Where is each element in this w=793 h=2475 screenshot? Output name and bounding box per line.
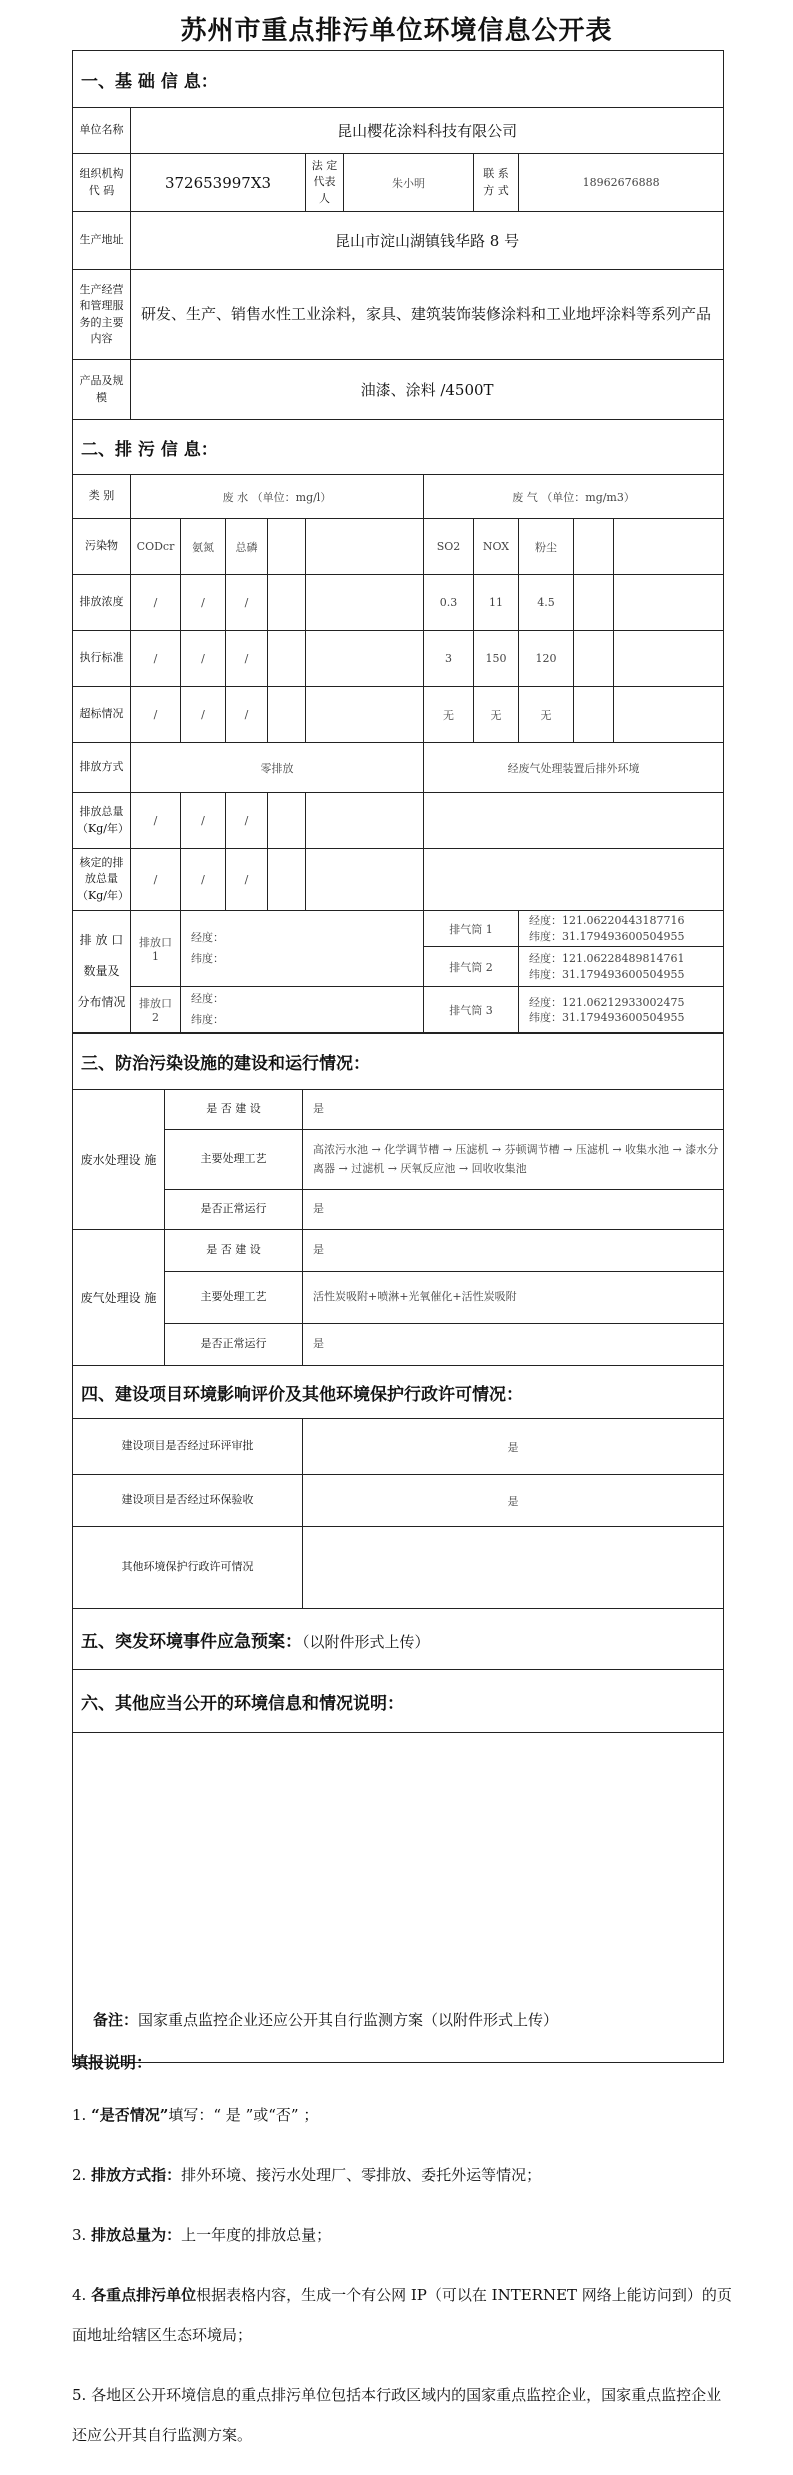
section-4-header: 四、建设项目环境影响评价及其他环境保护行政许可情况： bbox=[73, 1366, 724, 1419]
table-row bbox=[73, 575, 724, 631]
cell bbox=[268, 687, 306, 743]
stack-1-name: 排气筒 1 bbox=[424, 911, 519, 947]
cell bbox=[574, 631, 614, 687]
cell bbox=[306, 631, 424, 687]
outlet-label: 排 放 口 数量及 分布情况 bbox=[73, 911, 131, 1034]
cell: / bbox=[226, 631, 268, 687]
row-label: 排放浓度 bbox=[73, 575, 131, 631]
facilities-table bbox=[72, 1032, 724, 2063]
note-bold: 排放方式指： bbox=[91, 2166, 182, 2184]
unit-name-label: 单位名称 bbox=[73, 108, 131, 154]
outlet-1-coords bbox=[181, 911, 424, 987]
pollutant-blank bbox=[306, 519, 424, 575]
section-1-header: 一、基 础 信 息： bbox=[73, 51, 724, 108]
cell bbox=[574, 687, 614, 743]
section-5-header: 五、突发环境事件应急预案： bbox=[81, 1631, 302, 1652]
outlet-1-lat: 纬度： bbox=[191, 951, 224, 965]
eia-value: 是 bbox=[303, 1419, 724, 1475]
cell: / bbox=[181, 687, 226, 743]
outlet-2-coords bbox=[181, 987, 424, 1034]
cell: / bbox=[131, 687, 181, 743]
row-label: 执行标准 bbox=[73, 631, 131, 687]
cell bbox=[614, 687, 724, 743]
legal-rep-label: 法 定 代表人 bbox=[306, 154, 344, 212]
stack-2-name: 排气筒 2 bbox=[424, 947, 519, 987]
note-num: 2. bbox=[72, 2166, 87, 2184]
gas-process-label: 主要处理工艺 bbox=[165, 1272, 303, 1324]
address-value: 昆山市淀山湖镇钱华路 8 号 bbox=[131, 212, 724, 270]
section-6-header: 六、其他应当公开的环境信息和情况说明： bbox=[73, 1670, 724, 1733]
cell: / bbox=[131, 849, 181, 911]
note-bold: 排放总量为： bbox=[91, 2226, 182, 2244]
cell: / bbox=[226, 575, 268, 631]
acceptance-label: 建设项目是否经过环保验收 bbox=[73, 1475, 303, 1527]
unit-name-value: 昆山樱花涂料科技有限公司 bbox=[131, 108, 724, 154]
stack-2-lon: 经度：121.06228489814761 bbox=[529, 952, 685, 966]
outlet-2-name: 排放口 2 bbox=[131, 987, 181, 1034]
note-num: 5. bbox=[72, 2386, 87, 2404]
acceptance-value: 是 bbox=[303, 1475, 724, 1527]
cell bbox=[268, 793, 306, 849]
other-permit-value bbox=[303, 1527, 724, 1609]
note-text: 根据表格内容，生成一个有公网 IP（可以在 INTERNET 网络上能访问到）的页面地址给辖区生态环境局； bbox=[72, 2286, 732, 2344]
water-facility-label: 废水处理设 施 bbox=[73, 1090, 165, 1230]
outlet-2-lat: 纬度： bbox=[191, 1012, 224, 1026]
water-process-value: 高浓污水池 → 化学调节槽 → 压滤机 → 芬顿调节槽 → 压滤机 → 收集水池 → 漆水分离器 → 过滤机 → 厌氧反应池 → 回收收集池 bbox=[303, 1130, 724, 1190]
outlet-1-lon: 经度： bbox=[191, 930, 224, 944]
note-item bbox=[72, 2215, 732, 2255]
cell bbox=[306, 793, 424, 849]
water-process-label: 主要处理工艺 bbox=[165, 1130, 303, 1190]
stack-3-coords bbox=[519, 987, 724, 1034]
cell: / bbox=[226, 849, 268, 911]
business-value: 研发、生产、销售水性工业涂料，家具、建筑装饰装修涂料和工业地坪涂料等系列产品 bbox=[131, 270, 724, 360]
note-item bbox=[72, 2375, 732, 2455]
method-gas: 经废气处理装置后排外环境 bbox=[424, 743, 724, 793]
gas-built-label: 是 否 建 设 bbox=[165, 1230, 303, 1272]
legal-rep-value: 朱小明 bbox=[344, 154, 474, 212]
table-row bbox=[73, 687, 724, 743]
note-item bbox=[72, 2155, 732, 2195]
pollutant-phosphorus: 总磷 bbox=[226, 519, 268, 575]
other-permit-label: 其他环境保护行政许可情况 bbox=[73, 1527, 303, 1609]
cell: 11 bbox=[474, 575, 519, 631]
cell bbox=[614, 631, 724, 687]
cell: 0.3 bbox=[424, 575, 474, 631]
gas-facility-label: 废气处理设 施 bbox=[73, 1230, 165, 1366]
note-text: 填写：“ 是 ”或“否” ； bbox=[168, 2106, 319, 2124]
wastegas-label: 废 气 （单位：mg/m3） bbox=[424, 475, 724, 519]
note-text: 各地区公开环境信息的重点排污单位包括本行政区域内的国家重点监控企业，国家重点监控企业还应公开其自行监测方案。 bbox=[72, 2386, 722, 2444]
stack-1-coords bbox=[519, 911, 724, 947]
product-label: 产品及规模 bbox=[73, 360, 131, 420]
stack-3-name: 排气筒 3 bbox=[424, 987, 519, 1034]
approved-total-label: 核定的排放总量（Kg/年） bbox=[73, 849, 131, 911]
note-item bbox=[72, 2275, 732, 2355]
total-label: 排放总量（Kg/年） bbox=[73, 793, 131, 849]
remark-text: 国家重点监控企业还应公开其自行监测方案（以附件形式上传） bbox=[138, 2011, 559, 2029]
contact-value: 18962676888 bbox=[519, 154, 724, 212]
org-code-label: 组织机构代 码 bbox=[73, 154, 131, 212]
note-text: 上一年度的排放总量； bbox=[181, 2226, 332, 2244]
org-code-value: 372653997X3 bbox=[131, 154, 306, 212]
product-value: 油漆、涂料 /4500T bbox=[131, 360, 724, 420]
address-label: 生产地址 bbox=[73, 212, 131, 270]
cell: / bbox=[131, 575, 181, 631]
notes-header: 填报说明： bbox=[72, 2053, 153, 2072]
cell: 无 bbox=[474, 687, 519, 743]
note-bold: 各重点排污单位 bbox=[91, 2286, 197, 2304]
section-5-row bbox=[73, 1609, 724, 1670]
stack-3-lat: 纬度：31.179493600504955 bbox=[529, 1010, 685, 1024]
method-label: 排放方式 bbox=[73, 743, 131, 793]
gas-process-value: 活性炭吸附+喷淋+光氧催化+活性炭吸附 bbox=[303, 1272, 724, 1324]
pollutant-row bbox=[73, 519, 724, 575]
remark-label: 备注： bbox=[93, 2011, 139, 2029]
section-2-header: 二、排 污 信 息： bbox=[73, 420, 724, 475]
note-num: 4. bbox=[72, 2286, 87, 2304]
category-label: 类 别 bbox=[73, 475, 131, 519]
section-5-note: （以附件形式上传） bbox=[302, 1632, 430, 1651]
pollutant-blank bbox=[268, 519, 306, 575]
pollutant-blank bbox=[614, 519, 724, 575]
cell: / bbox=[181, 575, 226, 631]
note-num: 1. bbox=[72, 2106, 87, 2124]
cell: / bbox=[181, 793, 226, 849]
note-text: 排外环境、接污水处理厂、零排放、委托外运等情况； bbox=[181, 2166, 542, 2184]
page-title: 苏州市重点排污单位环境信息公开表 bbox=[180, 16, 613, 46]
cell bbox=[424, 793, 724, 849]
cell: 4.5 bbox=[519, 575, 574, 631]
cell: / bbox=[181, 631, 226, 687]
table-row bbox=[73, 631, 724, 687]
pollutant-blank bbox=[574, 519, 614, 575]
stack-1-lon: 经度：121.06220443187716 bbox=[529, 914, 685, 928]
cell: / bbox=[181, 849, 226, 911]
cell: 无 bbox=[519, 687, 574, 743]
cell: / bbox=[131, 631, 181, 687]
cell: 3 bbox=[424, 631, 474, 687]
cell bbox=[268, 849, 306, 911]
cell bbox=[306, 687, 424, 743]
pollutant-codcr: CODcr bbox=[131, 519, 181, 575]
cell bbox=[306, 849, 424, 911]
stack-1-lat: 纬度：31.179493600504955 bbox=[529, 929, 685, 943]
pollutant-nox: NOX bbox=[474, 519, 519, 575]
cell: 150 bbox=[474, 631, 519, 687]
contact-label: 联 系 方 式 bbox=[474, 154, 519, 212]
cell bbox=[268, 631, 306, 687]
row-label: 超标情况 bbox=[73, 687, 131, 743]
cell bbox=[424, 849, 724, 911]
note-bold: “是否情况” bbox=[91, 2106, 169, 2124]
water-built-value: 是 bbox=[303, 1090, 724, 1130]
note-num: 3. bbox=[72, 2226, 87, 2244]
pollutant-dust: 粉尘 bbox=[519, 519, 574, 575]
filling-notes bbox=[72, 2050, 732, 2475]
basic-and-discharge-table bbox=[72, 50, 724, 1034]
pollutant-so2: SO2 bbox=[424, 519, 474, 575]
outlet-2-lon: 经度： bbox=[191, 992, 224, 1005]
pollutant-ammonia: 氨氮 bbox=[181, 519, 226, 575]
section-3-header: 三、防治污染设施的建设和运行情况： bbox=[73, 1033, 724, 1090]
cell: / bbox=[226, 793, 268, 849]
method-water: 零排放 bbox=[131, 743, 424, 793]
gas-running-label: 是否正常运行 bbox=[165, 1324, 303, 1366]
note-item bbox=[72, 2095, 732, 2135]
business-label: 生产经营和管理服务的主要内容 bbox=[73, 270, 131, 360]
stack-3-lon: 经度：121.06212933002475 bbox=[529, 995, 685, 1009]
cell bbox=[306, 575, 424, 631]
cell: 无 bbox=[424, 687, 474, 743]
gas-running-value: 是 bbox=[303, 1324, 724, 1366]
cell bbox=[268, 575, 306, 631]
cell bbox=[614, 575, 724, 631]
stack-2-coords bbox=[519, 947, 724, 987]
water-running-value: 是 bbox=[303, 1190, 724, 1230]
outlet-1-name: 排放口 1 bbox=[131, 911, 181, 987]
water-running-label: 是否正常运行 bbox=[165, 1190, 303, 1230]
water-built-label: 是 否 建 设 bbox=[165, 1090, 303, 1130]
remark-cell bbox=[73, 1733, 724, 2063]
wastewater-label: 废 水 （单位：mg/l） bbox=[131, 475, 424, 519]
pollutant-label: 污染物 bbox=[73, 519, 131, 575]
cell: / bbox=[226, 687, 268, 743]
cell: / bbox=[131, 793, 181, 849]
cell: 120 bbox=[519, 631, 574, 687]
stack-2-lat: 纬度：31.179493600504955 bbox=[529, 967, 685, 981]
eia-label: 建设项目是否经过环评审批 bbox=[73, 1419, 303, 1475]
cell bbox=[574, 575, 614, 631]
gas-built-value: 是 bbox=[303, 1230, 724, 1272]
